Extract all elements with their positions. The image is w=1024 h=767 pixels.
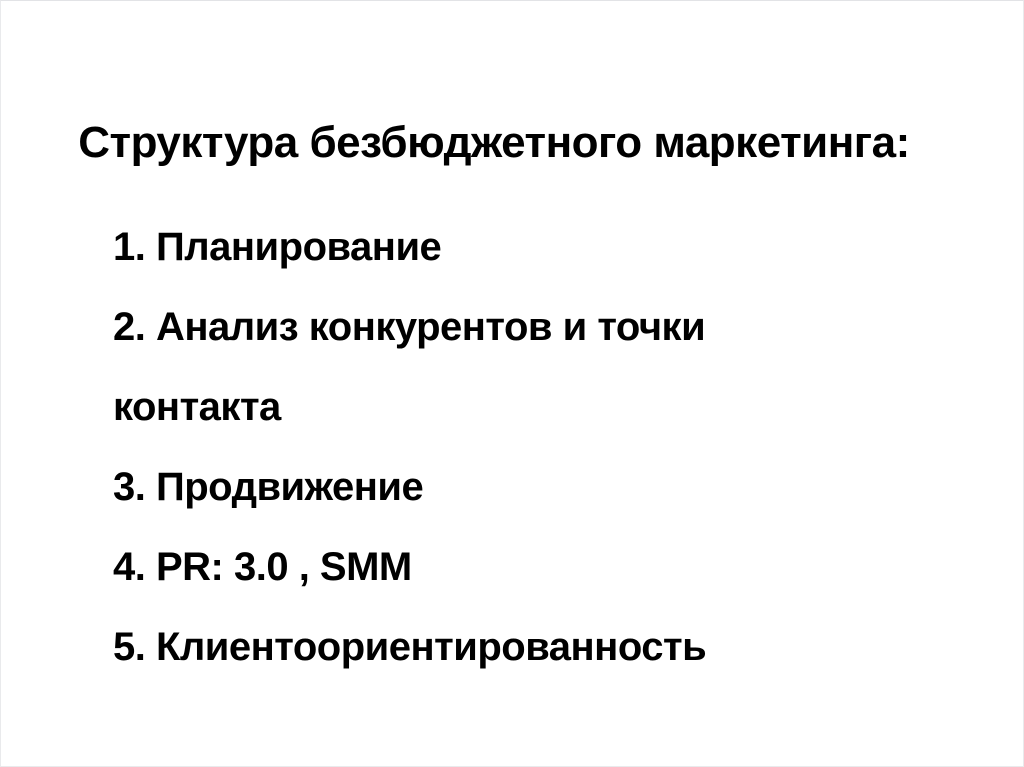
list-item: 1. Планирование — [113, 225, 442, 269]
slide-list — [113, 207, 803, 687]
list-item: 2. Анализ конкурентов и точки контакта — [113, 305, 706, 429]
list-item: 3. Продвижение — [113, 465, 424, 509]
slide-title: Структура безбюджетного маркетинга: — [78, 118, 910, 167]
list-item: 5. Клиентоориентированность — [113, 625, 707, 669]
list-item: 4. PR: 3.0 , SMM — [113, 545, 412, 589]
